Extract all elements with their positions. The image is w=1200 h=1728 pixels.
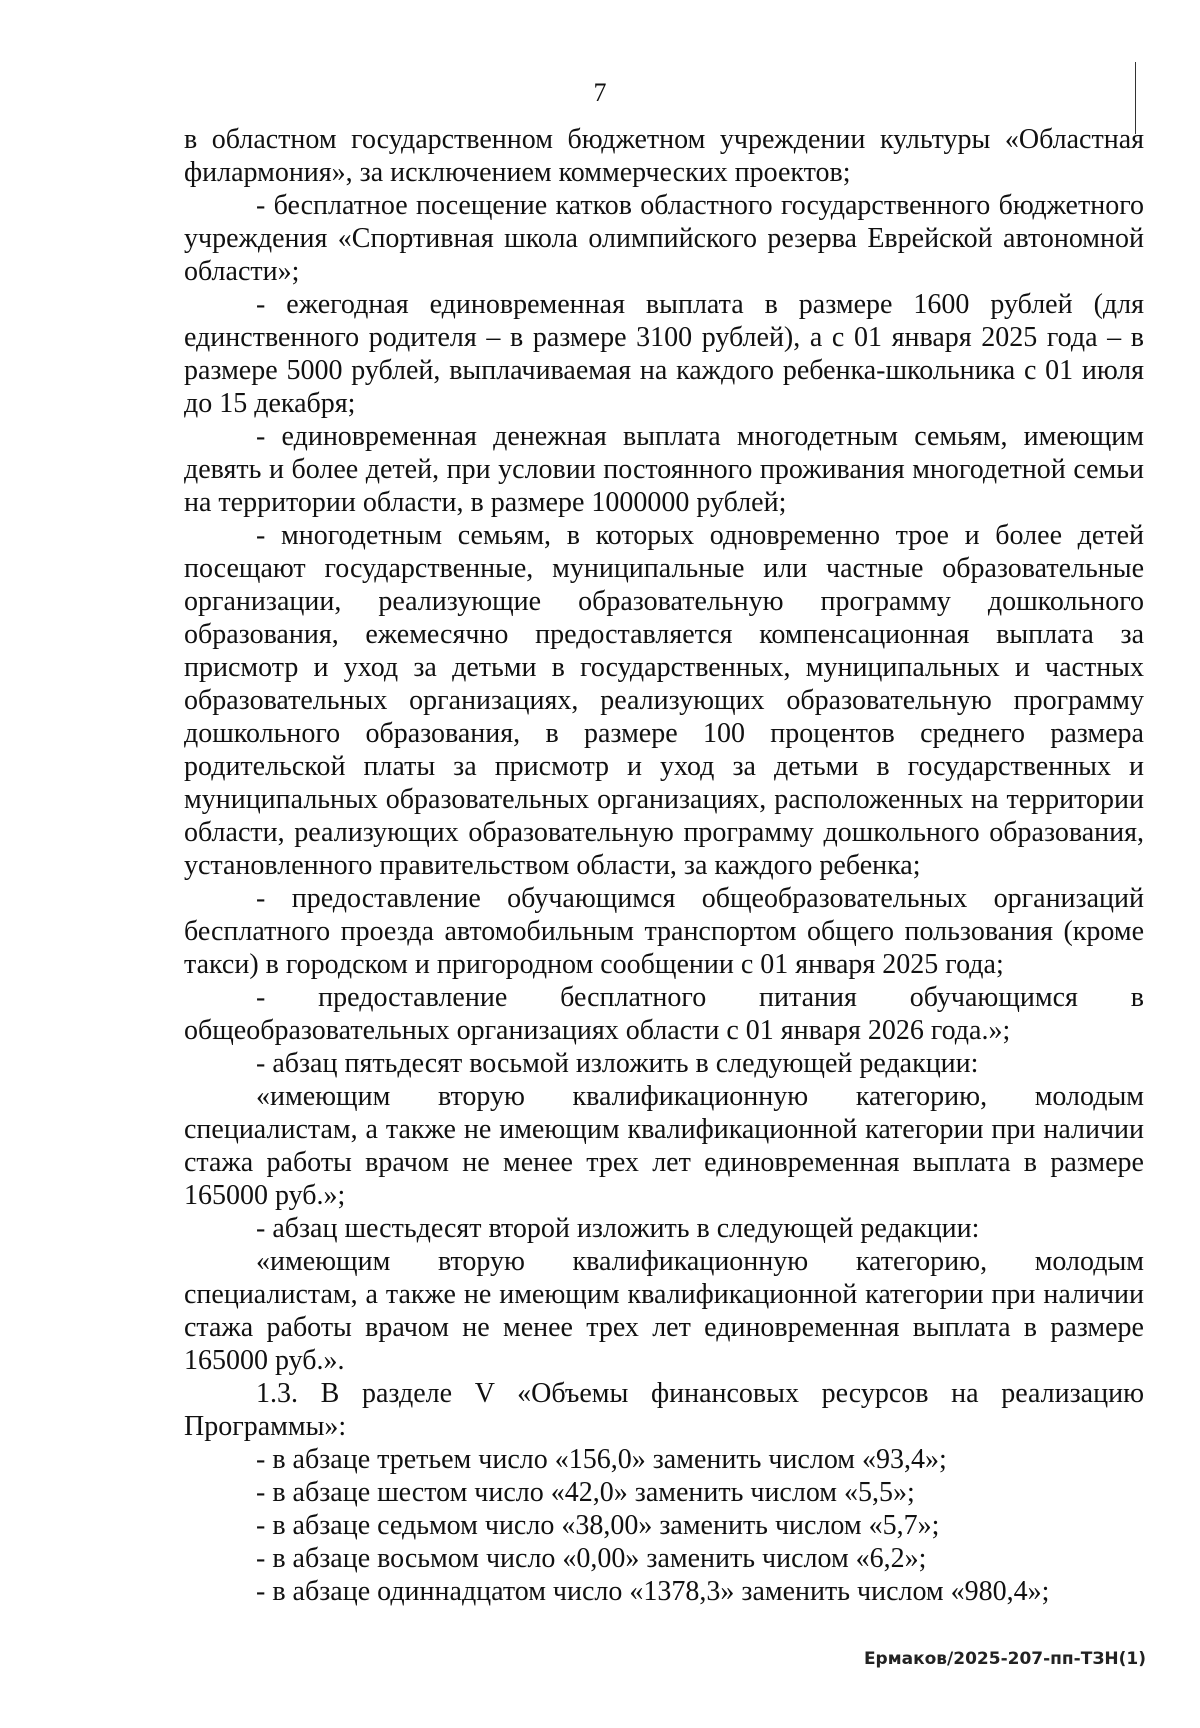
paragraph-2: - бесплатное посещение катков областного государственного бюджетного учреждения «Спортивная школа олимпийского резерва Еврейской автономной области»; [184, 190, 1144, 287]
paragraph-8: - абзац пятьдесят восьмой изложить в следующей редакции: [256, 1048, 979, 1079]
paragraph-3: - ежегодная единовременная выплата в размере 1600 рублей (для единственного родителя – в размере 3100 рублей), а с 01 января 2025 года – в размере 5000 рублей, выплачиваемая на каждого ребенка-школьника с 01 июля до 15 декабря; [184, 289, 1144, 419]
paragraph-10: - абзац шестьдесят второй изложить в следующей редакции: [256, 1213, 980, 1244]
paragraph-12: 1.3. В разделе V «Объемы финансовых ресурсов на реализацию Программы»: [184, 1378, 1144, 1442]
document-body [184, 123, 1144, 1608]
paragraph-16: - в абзаце восьмом число «0,00» заменить числом «6,2»; [256, 1543, 927, 1574]
paragraph-15: - в абзаце седьмом число «38,00» заменить числом «5,7»; [256, 1510, 940, 1541]
paragraph-17: - в абзаце одиннадцатом число «1378,3» заменить числом «980,4»; [256, 1576, 1050, 1607]
paragraph-9: «имеющим вторую квалификационную категорию, молодым специалистам, а также не имеющим квалификационной категории при наличии стажа работы врачом не менее трех лет единовременная выплата в размере 165000 руб.»; [184, 1081, 1144, 1211]
paragraph-11: «имеющим вторую квалификационную категорию, молодым специалистам, а также не имеющим квалификационной категории при наличии стажа работы врачом не менее трех лет единовременная выплата в размере 165000 руб.». [184, 1246, 1144, 1376]
paragraph-14: - в абзаце шестом число «42,0» заменить числом «5,5»; [256, 1477, 915, 1508]
page-number: 7 [593, 78, 607, 107]
footer-document-code: Ермаков/2025-207-пп-ТЗН(1) [863, 1649, 1146, 1669]
paragraph-1: в областном государственном бюджетном учреждении культуры «Областная филармония», за исключением коммерческих проектов; [184, 124, 1144, 188]
paragraph-6: - предоставление обучающимся общеобразовательных организаций бесплатного проезда автомобильным транспортом общего пользования (кроме такси) в городском и пригородном сообщении с 01 января 2025 года; [184, 883, 1144, 980]
paragraph-7: - предоставление бесплатного питания обучающимся в общеобразовательных организациях области с 01 января 2026 года.»; [184, 982, 1144, 1046]
paragraph-13: - в абзаце третьем число «156,0» заменить числом «93,4»; [256, 1444, 947, 1475]
paragraph-4: - единовременная денежная выплата многодетным семьям, имеющим девять и более детей, при условии постоянного проживания многодетной семьи на территории области, в размере 1000000 рублей; [184, 421, 1144, 518]
paragraph-5: - многодетным семьям, в которых одновременно трое и более детей посещают государственные, муниципальные или частные образовательные организации, реализующие образовательную программу дошкольного образования, ежемесячно предоставляется компенсационная выплата за присмотр и уход за детьми в государственных, муниципальных и частных образовательных организациях, реализующих образовательную программу дошкольного образования, в размере 100 процентов среднего размера родительской платы за присмотр и уход за детьми в государственных и муниципальных образовательных организациях, расположенных на территории области, реализующих образовательную программу дошкольного образования, установленного правительством области, за каждого ребенка; [184, 520, 1144, 881]
